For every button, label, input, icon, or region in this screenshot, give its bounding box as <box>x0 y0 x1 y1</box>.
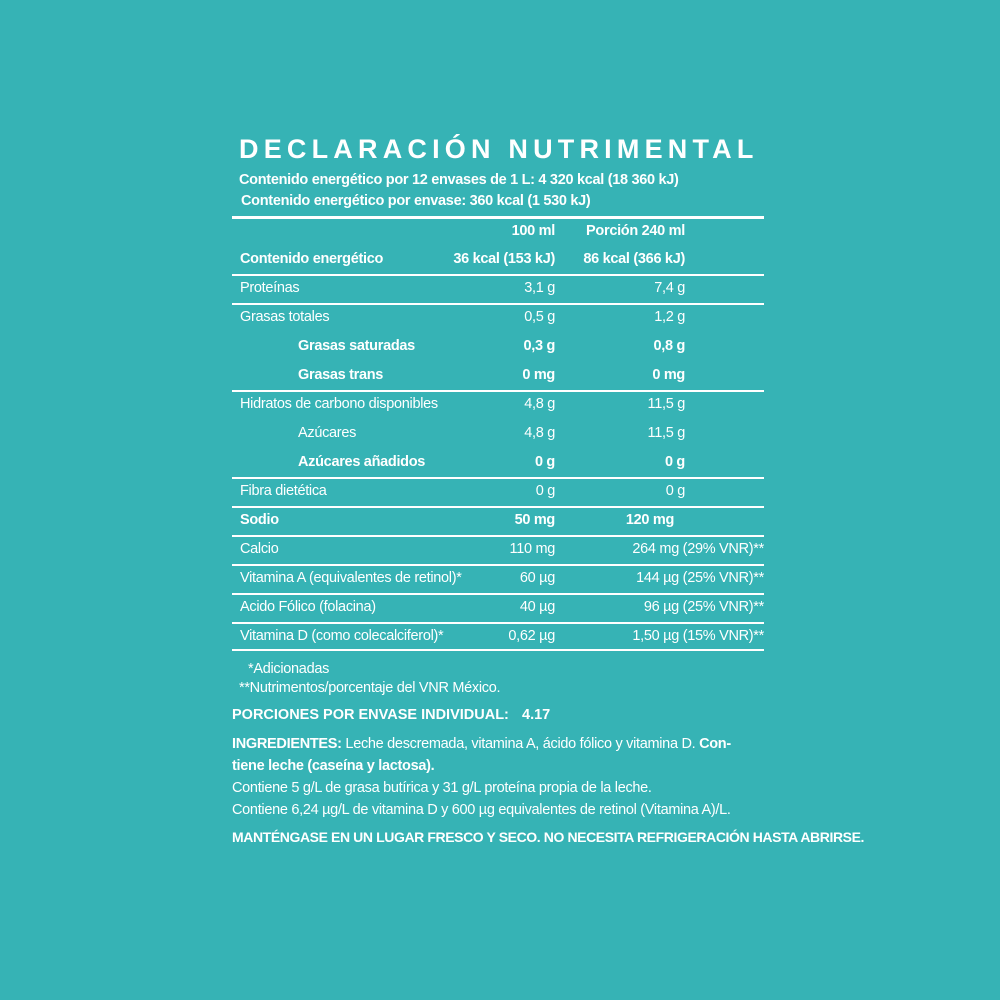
row-value-100ml: 3,1 g <box>524 280 555 296</box>
footnotes <box>232 660 772 698</box>
footnote-added: *Adicionadas <box>248 661 330 677</box>
vitamins-line: Contiene 6,24 µg/L de vitamina D y 600 µg equivalentes de retinol (Vitamina A)/L. <box>232 802 731 818</box>
row-value-100ml: 0,3 g <box>523 338 555 354</box>
table-row <box>232 622 764 651</box>
row-value-portion: 86 kcal (366 kJ) <box>583 251 685 267</box>
col-header-portion: Porción 240 ml <box>586 223 685 239</box>
table-row <box>232 419 764 448</box>
row-label: Azúcares añadidos <box>298 454 426 470</box>
row-value-100ml: 0 g <box>534 454 555 470</box>
portions-label: PORCIONES POR ENVASE INDIVIDUAL: <box>232 707 509 723</box>
energy-total: Contenido energético por 12 envases de 1 L: 4 320 kcal (18 360 kJ) <box>239 172 679 188</box>
energy-per-pack: Contenido energético por envase: 360 kcal (1 530 kJ) <box>241 193 591 209</box>
row-value-portion: 144 µg (25% VNR)** <box>636 570 764 586</box>
ingredients-heading: INGREDIENTES: <box>232 736 342 752</box>
nutrition-panel <box>232 128 865 845</box>
table-row <box>232 361 764 390</box>
table-row <box>232 274 764 303</box>
col-header-100ml: 100 ml <box>511 223 555 239</box>
row-value-portion: 0,8 g <box>653 338 685 354</box>
row-value-portion: 7,4 g <box>654 280 685 296</box>
table-row <box>232 245 764 274</box>
table-row <box>232 506 764 535</box>
fat-protein-line: Contiene 5 g/L de grasa butírica y 31 g/L proteína propia de la leche. <box>232 780 652 796</box>
table-header-row <box>232 216 764 245</box>
row-value-portion: 11,5 g <box>647 425 685 441</box>
nutrition-table <box>232 216 764 651</box>
allergen-text: tiene leche (caseína y lactosa). <box>232 758 435 774</box>
row-value-portion: 1,50 µg (15% VNR)** <box>632 628 764 644</box>
row-label: Proteínas <box>240 280 300 296</box>
storage-note: MANTÉNGASE EN UN LUGAR FRESCO Y SECO. NO NECESITA REFRIGERACIÓN HASTA ABRIRSE. <box>232 829 865 845</box>
row-label: Grasas trans <box>298 367 384 383</box>
row-value-portion: 96 µg (25% VNR)** <box>643 599 764 615</box>
row-value-100ml: 4,8 g <box>524 425 555 441</box>
row-value-100ml: 0,5 g <box>524 309 555 325</box>
row-label: Sodio <box>240 512 279 528</box>
allergen-line <box>232 755 772 777</box>
row-label: Grasas totales <box>240 309 330 325</box>
table-row <box>232 535 764 564</box>
panel-title: DECLARACIÓN NUTRIMENTAL <box>239 134 759 164</box>
table-row <box>232 332 764 361</box>
row-value-100ml: 0 g <box>535 483 555 499</box>
row-value-portion: 11,5 g <box>647 396 685 412</box>
row-label: Vitamina A (equivalentes de retinol)* <box>240 570 462 586</box>
row-value-portion: 0 mg <box>652 367 685 383</box>
row-value-100ml: 4,8 g <box>524 396 555 412</box>
ingredients-block <box>232 733 772 821</box>
row-label: Vitamina D (como colecalciferol)* <box>240 628 444 644</box>
row-value-portion: 0 g <box>664 454 685 470</box>
row-value-portion: 1,2 g <box>654 309 685 325</box>
ingredients-text: Leche descremada, vitamina A, ácido fólico y vitamina D. <box>341 736 700 752</box>
row-label: Fibra dietética <box>240 483 327 499</box>
allergen-start: Con- <box>699 736 731 752</box>
row-label: Azúcares <box>298 425 357 441</box>
row-label: Contenido energético <box>240 251 384 267</box>
row-value-portion: 264 mg (29% VNR)** <box>632 541 764 557</box>
row-value-100ml: 40 µg <box>519 599 555 615</box>
row-value-100ml: 0,62 µg <box>508 628 555 644</box>
table-row <box>232 477 764 506</box>
row-label: Acido Fólico (folacina) <box>240 599 376 615</box>
portions-line <box>232 707 772 727</box>
row-value-portion: 0 g <box>665 483 685 499</box>
table-row <box>232 448 764 477</box>
row-label: Grasas saturadas <box>298 338 415 354</box>
table-row <box>232 390 764 419</box>
row-value-portion: 120 mg <box>625 512 674 528</box>
table-row <box>232 593 764 622</box>
ingredients-line <box>232 733 772 755</box>
portions-value: 4.17 <box>522 707 551 723</box>
row-label: Calcio <box>240 541 279 557</box>
table-row <box>232 303 764 332</box>
footnote-vnr: **Nutrimentos/porcentaje del VNR México. <box>239 680 501 696</box>
row-value-100ml: 110 mg <box>509 541 555 557</box>
row-value-100ml: 0 mg <box>522 367 555 383</box>
row-label: Hidratos de carbono disponibles <box>240 396 438 412</box>
row-value-100ml: 60 µg <box>519 570 555 586</box>
table-row <box>232 564 764 593</box>
row-value-100ml: 36 kcal (153 kJ) <box>453 251 555 267</box>
row-value-100ml: 50 mg <box>514 512 555 528</box>
